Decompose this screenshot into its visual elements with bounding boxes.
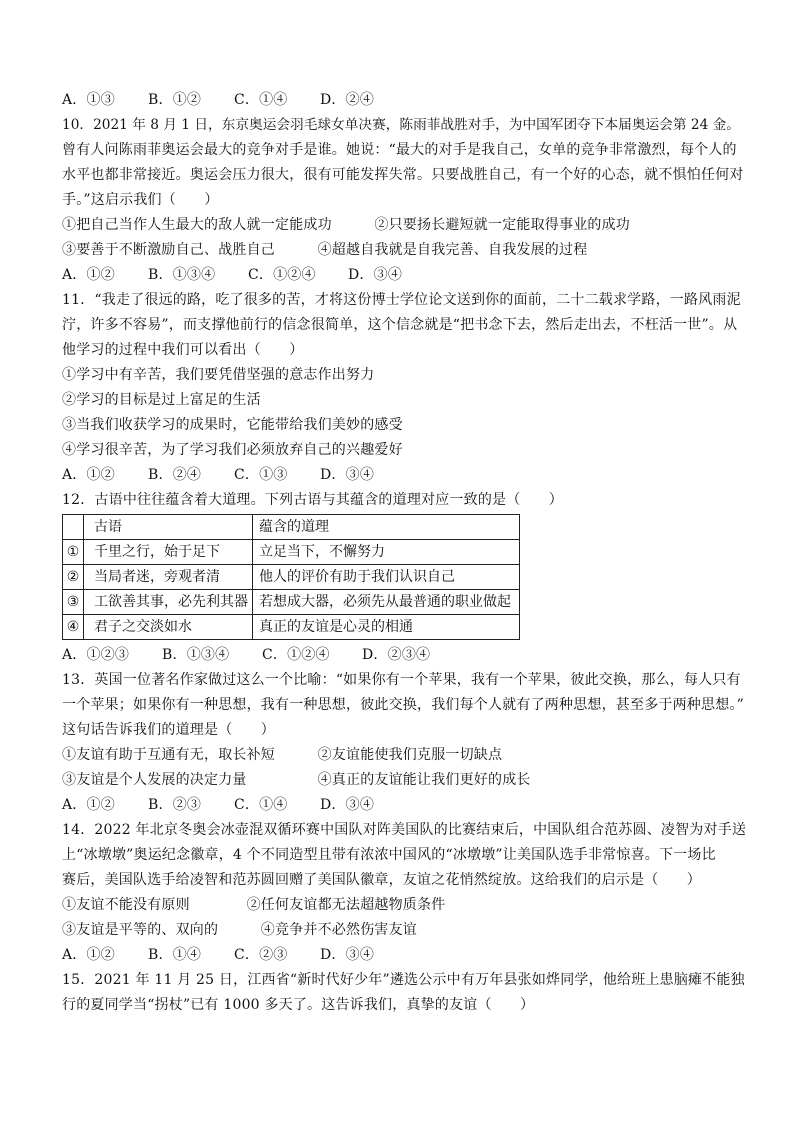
q11-choice-d: D．③④ bbox=[320, 467, 375, 483]
row-number: ④ bbox=[63, 615, 84, 640]
q13-stem-line: 13．英国一位著名作家做过这么一个比喻：“如果你有一个苹果，我有一个苹果，彼此交换，那么，每人只有 bbox=[62, 672, 741, 688]
q11-stem-line: 他学习的过程中我们可以看出（ ） bbox=[62, 342, 304, 358]
q14-choice-b: B．①④ bbox=[148, 947, 202, 963]
q11-choice-b: B．②④ bbox=[148, 467, 202, 483]
q11-choices bbox=[62, 463, 752, 488]
q10-option-line: ①把自己当作人生最大的敌人就一定能成功 ②只要扬长避短就一定能取得事业的成功 bbox=[62, 217, 630, 233]
q10-choices bbox=[62, 263, 752, 288]
q13-choice-c: C．①④ bbox=[234, 797, 288, 813]
q11-option-line: ④学习很辛苦，为了学习我们必须放弃自己的兴趣爱好 bbox=[62, 442, 403, 458]
q13-choice-a: A．①② bbox=[62, 797, 115, 813]
exam-page bbox=[62, 88, 752, 1018]
question-13 bbox=[62, 668, 752, 818]
q13-choice-d: D．③④ bbox=[320, 797, 375, 813]
q13-choice-b: B．②③ bbox=[148, 797, 202, 813]
q12-table bbox=[62, 514, 520, 640]
question-14 bbox=[62, 818, 752, 968]
q11-stem-line: 泞，许多不容易”，而支撑他前行的信念很简单，这个信念就是“把书念下去，然后走出去，不枉活一世”。从 bbox=[62, 317, 738, 333]
q14-stem-line: 赛后，美国队选手给凌智和范苏圆回赠了美国队徽章，友谊之花悄然绽放。这给我们的启示是（ ） bbox=[62, 872, 701, 888]
q10-stem-line: 曾有人问陈雨菲奥运会最大的竞争对手是谁。她说：“最大的对手是我自己，女单的竞争非常激烈，每个人的 bbox=[62, 142, 737, 158]
question-11 bbox=[62, 288, 752, 488]
question-10 bbox=[62, 113, 752, 288]
q14-choices bbox=[62, 943, 752, 968]
row-saying: 当局者迷，旁观者清 bbox=[84, 565, 253, 590]
q14-stem-line: 上“冰墩墩”奥运纪念徽章，4 个不同造型且带有浓浓中国风的“冰墩墩”让美国队选手非常惊喜。下一场比 bbox=[62, 847, 716, 863]
row-number: ② bbox=[63, 565, 84, 590]
q11-option-line: ③当我们收获学习的成果时，它能带给我们美妙的感受 bbox=[62, 417, 403, 433]
q10-stem-line: 手。”这启示我们（ ） bbox=[62, 192, 219, 208]
q9-choice-b: B．①② bbox=[148, 92, 202, 108]
q10-option-line: ③要善于不断激励自己、战胜自己 ④超越自我就是自我完善、自我发展的过程 bbox=[62, 242, 588, 258]
q12-choice-b: B．①③④ bbox=[162, 647, 230, 663]
q11-choice-c: C．①③ bbox=[234, 467, 288, 483]
row-meaning: 立足当下，不懈努力 bbox=[253, 540, 520, 565]
q12-choice-d: D．②③④ bbox=[362, 647, 431, 663]
table-cell bbox=[63, 515, 84, 540]
row-saying: 工欲善其事，必先利其器 bbox=[84, 590, 253, 615]
table-header-meaning: 蕴含的道理 bbox=[253, 515, 520, 540]
q10-stem-line: 10．2021 年 8 月 1 日，东京奥运会羽毛球女单决赛，陈雨菲战胜对手，为中国军团夺下本届奥运会第 24 金。 bbox=[62, 117, 740, 133]
q12-stem-line: 12．古语中往往蕴含着大道理。下列古语与其蕴含的道理对应一致的是（ ） bbox=[62, 492, 564, 508]
row-saying: 君子之交淡如水 bbox=[84, 615, 253, 640]
q14-stem-line: 14．2022 年北京冬奥会冰壶混双循环赛中国队对阵美国队的比赛结束后，中国队组合范苏圆、凌智为对手送 bbox=[62, 822, 747, 838]
q14-choice-a: A．①② bbox=[62, 947, 115, 963]
q14-option-line: ①友谊不能没有原则 ②任何友谊都无法超越物质条件 bbox=[62, 897, 446, 913]
question-15 bbox=[62, 968, 752, 1018]
q12-choices bbox=[62, 643, 752, 668]
table-row bbox=[63, 540, 520, 565]
row-meaning: 若想成大器，必须先从最普通的职业做起 bbox=[253, 590, 520, 615]
q14-choice-c: C．②③ bbox=[234, 947, 288, 963]
q13-stem-line: 一个苹果；如果你有一种思想，我有一种思想，彼此交换，我们每个人就有了两种思想，甚至多于两种思想。” bbox=[62, 697, 744, 713]
q10-choice-b: B．①③④ bbox=[148, 267, 216, 283]
q9-choice-d: D．②④ bbox=[320, 92, 375, 108]
q13-stem-line: 这句话告诉我们的道理是（ ） bbox=[62, 722, 275, 738]
q14-choice-d: D．③④ bbox=[320, 947, 375, 963]
q13-choices bbox=[62, 793, 752, 818]
q11-option-line: ①学习中有辛苦，我们要凭借坚强的意志作出努力 bbox=[62, 367, 375, 383]
row-meaning: 他人的评价有助于我们认识自己 bbox=[253, 565, 520, 590]
q11-stem-line: 11．“我走了很远的路，吃了很多的苦，才将这份博士学位论文送到你的面前，二十二载求学路，一路风雨泥 bbox=[62, 292, 741, 308]
q10-stem-line: 水平也都非常接近。奥运会压力很大，很有可能发挥失常。只要战胜自己，有一个好的心态，就不惧怕任何对 bbox=[62, 167, 744, 183]
q11-choice-a: A．①② bbox=[62, 467, 115, 483]
q11-option-line: ②学习的目标是过上富足的生活 bbox=[62, 392, 261, 408]
q14-option-line: ③友谊是平等的、双向的 ④竞争并不必然伤害友谊 bbox=[62, 922, 417, 938]
q12-choice-c: C．①②④ bbox=[262, 647, 330, 663]
row-number: ③ bbox=[63, 590, 84, 615]
q9-choice-a: A．①③ bbox=[62, 92, 115, 108]
question-12 bbox=[62, 488, 752, 668]
q10-choice-c: C．①②④ bbox=[248, 267, 316, 283]
q10-choice-d: D．③④ bbox=[348, 267, 403, 283]
q9-choice-c: C．①④ bbox=[234, 92, 288, 108]
table-row bbox=[63, 590, 520, 615]
table-row bbox=[63, 565, 520, 590]
q13-option-line: ③友谊是个人发展的决定力量 ④真正的友谊能让我们更好的成长 bbox=[62, 772, 531, 788]
table-header-saying: 古语 bbox=[84, 515, 253, 540]
row-meaning: 真正的友谊是心灵的相通 bbox=[253, 615, 520, 640]
q10-choice-a: A．①② bbox=[62, 267, 115, 283]
table-header-row bbox=[63, 515, 520, 540]
row-saying: 千里之行，始于足下 bbox=[84, 540, 253, 565]
q9-choices bbox=[62, 88, 752, 113]
table-row bbox=[63, 615, 520, 640]
q13-option-line: ①友谊有助于互通有无，取长补短 ②友谊能使我们克服一切缺点 bbox=[62, 747, 503, 763]
q15-stem-line: 15．2021 年 11 月 25 日，江西省“新时代好少年”遴选公示中有万年县张如烨同学，他给班上患脑瘫不能独 bbox=[62, 972, 745, 988]
row-number: ① bbox=[63, 540, 84, 565]
q12-choice-a: A．①②③ bbox=[62, 647, 130, 663]
q15-stem-line: 行的夏同学当“拐杖”已有 1000 多天了。这告诉我们，真挚的友谊（ ） bbox=[62, 997, 535, 1013]
